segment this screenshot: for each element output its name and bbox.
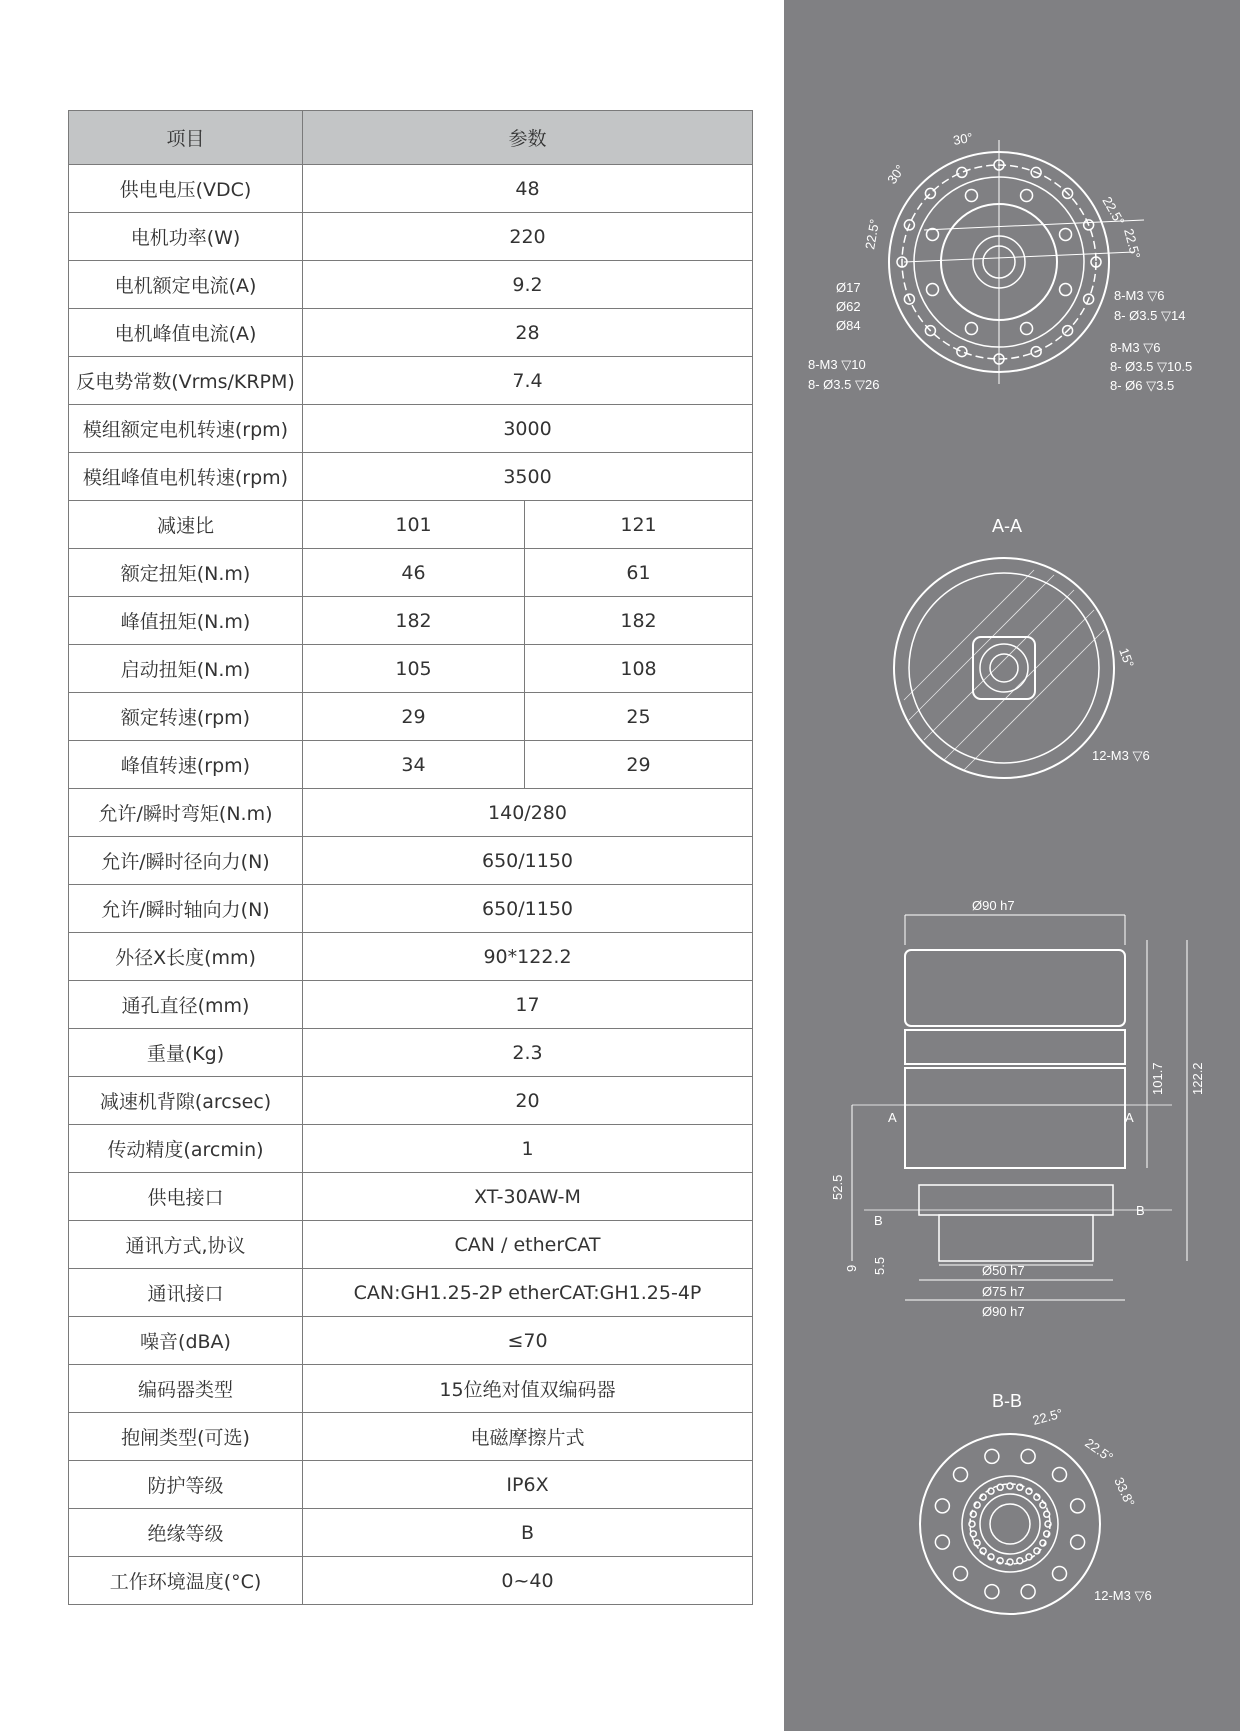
spec-label: 外径X长度(mm) (69, 933, 303, 981)
hole-mark (1021, 323, 1033, 335)
spec-value-ratio-1: 105 (303, 645, 525, 693)
spec-value: 7.4 (303, 357, 753, 405)
table-row (69, 933, 753, 981)
dimension-label: Ø90 h7 (972, 898, 1015, 913)
side-view-drawing (852, 915, 1187, 1300)
spec-value-ratio-2: 121 (525, 501, 753, 549)
table-row (69, 741, 753, 789)
table-row (69, 1269, 753, 1317)
side-view-labels (830, 898, 1205, 1319)
spec-label: 防护等级 (69, 1461, 303, 1509)
diameter-label: Ø17 (836, 280, 861, 295)
spec-label: 工作环境温度(°C) (69, 1557, 303, 1605)
spec-value: 220 (303, 213, 753, 261)
section-marker: A (1125, 1110, 1134, 1125)
spec-label: 供电接口 (69, 1173, 303, 1221)
table-row (69, 1077, 753, 1125)
hole-mark (1044, 1511, 1050, 1517)
hole-mark (954, 1468, 968, 1482)
table-row (69, 981, 753, 1029)
angle-label: 33.8° (1111, 1474, 1138, 1509)
spec-label: 抱闸类型(可选) (69, 1413, 303, 1461)
spec-label: 允许/瞬时轴向力(N) (69, 885, 303, 933)
spec-value: 3000 (303, 405, 753, 453)
diameter-label: Ø84 (836, 318, 861, 333)
table-row (69, 453, 753, 501)
spec-label: 模组峰值电机转速(rpm) (69, 453, 303, 501)
dimension-label: 122.2 (1190, 1062, 1205, 1095)
table-row (69, 1557, 753, 1605)
spec-label: 电机额定电流(A) (69, 261, 303, 309)
spec-value-ratio-2: 182 (525, 597, 753, 645)
table-row (69, 1461, 753, 1509)
hole-mark (1007, 1483, 1013, 1489)
spec-value: CAN / etherCAT (303, 1221, 753, 1269)
spec-value: 140/280 (303, 789, 753, 837)
hole-mark (965, 189, 977, 201)
section-title: B-B (992, 1391, 1023, 1411)
spec-value: 1 (303, 1125, 753, 1173)
hole-mark (1026, 1554, 1032, 1560)
hole-mark (1060, 284, 1072, 296)
hole-mark (954, 1566, 968, 1580)
spec-value: CAN:GH1.25-2P etherCAT:GH1.25-4P (303, 1269, 753, 1317)
table-row (69, 1173, 753, 1221)
diameter-label: Ø62 (836, 299, 861, 314)
spec-value: 0~40 (303, 1557, 753, 1605)
dimension-label: Ø75 h7 (982, 1284, 1025, 1299)
spec-label: 启动扭矩(N.m) (69, 645, 303, 693)
spec-value: 9.2 (303, 261, 753, 309)
spec-value: ≤70 (303, 1317, 753, 1365)
spec-value: 90*122.2 (303, 933, 753, 981)
spec-value: 17 (303, 981, 753, 1029)
hole-spec: 8-M3 ▽10 (808, 357, 866, 372)
hole-mark (1040, 1502, 1046, 1508)
spec-value: 650/1150 (303, 885, 753, 933)
hole-mark (1052, 1566, 1066, 1580)
thread-spec: 12-M3 ▽6 (1092, 748, 1150, 763)
hole-spec: 8- Ø3.5 ▽26 (808, 377, 880, 392)
dimension-label: Ø90 h7 (982, 1304, 1025, 1319)
hole-mark (1017, 1558, 1023, 1564)
spec-value: IP6X (303, 1461, 753, 1509)
spec-value-ratio-1: 29 (303, 693, 525, 741)
hole-mark (1021, 1585, 1035, 1599)
spec-label: 噪音(dBA) (69, 1317, 303, 1365)
hole-mark (926, 284, 938, 296)
spec-value: 28 (303, 309, 753, 357)
table-row (69, 1317, 753, 1365)
hole-mark (985, 1585, 999, 1599)
table-row (69, 165, 753, 213)
spec-value: B (303, 1509, 753, 1557)
hole-spec: 8-M3 ▽6 (1114, 288, 1165, 303)
angle-label: 22.5° (862, 217, 883, 251)
hole-mark (925, 188, 935, 198)
spec-value: 2.3 (303, 1029, 753, 1077)
table-row (69, 213, 753, 261)
hole-mark (1052, 1468, 1066, 1482)
section-bb-drawing (920, 1434, 1100, 1614)
spec-label: 电机功率(W) (69, 213, 303, 261)
angle-label: 22.5° (1099, 194, 1128, 228)
spec-value: 电磁摩擦片式 (303, 1413, 753, 1461)
table-row (69, 693, 753, 741)
table-row (69, 549, 753, 597)
table-row (69, 1509, 753, 1557)
spec-label: 额定转速(rpm) (69, 693, 303, 741)
drawing-panel (784, 0, 1240, 1731)
angle-label: 15° (1116, 645, 1138, 670)
spec-value-ratio-2: 29 (525, 741, 753, 789)
spec-value-ratio-1: 34 (303, 741, 525, 789)
dimension-label: 5.5 (872, 1256, 887, 1275)
table-row (69, 405, 753, 453)
spec-label: 额定扭矩(N.m) (69, 549, 303, 597)
hole-mark (935, 1499, 949, 1513)
hole-mark (988, 1488, 994, 1494)
section-marker: B (1136, 1203, 1145, 1218)
spec-label: 峰值扭矩(N.m) (69, 597, 303, 645)
hole-spec: 8- Ø6 ▽3.5 (1110, 378, 1175, 393)
spec-label: 通孔直径(mm) (69, 981, 303, 1029)
table-row (69, 1413, 753, 1461)
angle-label: 22.5° (1121, 226, 1144, 261)
spec-value-ratio-2: 108 (525, 645, 753, 693)
spec-label: 重量(Kg) (69, 1029, 303, 1077)
hole-mark (957, 347, 967, 357)
table-header-row (69, 111, 753, 165)
spec-value-ratio-2: 25 (525, 693, 753, 741)
hole-mark (965, 323, 977, 335)
header-param: 参数 (303, 111, 753, 165)
spec-value: 15位绝对值双编码器 (303, 1365, 753, 1413)
hole-mark (1060, 228, 1072, 240)
header-item: 项目 (69, 111, 303, 165)
angle-label: 22.5° (1030, 1405, 1065, 1428)
section-marker: B (874, 1213, 883, 1228)
table-row (69, 1029, 753, 1077)
top-view-drawing (889, 140, 1144, 384)
hole-mark (997, 1484, 1003, 1490)
table-row (69, 1221, 753, 1269)
section-aa-labels (992, 516, 1150, 763)
spec-table (68, 110, 753, 1605)
table-row (69, 837, 753, 885)
spec-label: 通讯接口 (69, 1269, 303, 1317)
hole-mark (1021, 1449, 1035, 1463)
table-row (69, 1125, 753, 1173)
hole-spec: 8- Ø3.5 ▽10.5 (1110, 359, 1193, 374)
table-row (69, 789, 753, 837)
table-row (69, 501, 753, 549)
spec-label: 减速比 (69, 501, 303, 549)
hole-mark (1071, 1535, 1085, 1549)
hole-mark (1071, 1499, 1085, 1513)
angle-label: 30° (884, 162, 908, 187)
spec-value-ratio-2: 61 (525, 549, 753, 597)
section-marker: A (888, 1110, 897, 1125)
hole-mark (1021, 189, 1033, 201)
spec-value-ratio-1: 46 (303, 549, 525, 597)
hole-mark (1007, 1559, 1013, 1565)
table-row (69, 645, 753, 693)
angle-label: 22.5° (1082, 1435, 1116, 1465)
spec-label: 传动精度(arcmin) (69, 1125, 303, 1173)
spec-label: 通讯方式,协议 (69, 1221, 303, 1269)
spec-label: 允许/瞬时弯矩(N.m) (69, 789, 303, 837)
hole-mark (957, 167, 967, 177)
spec-label: 编码器类型 (69, 1365, 303, 1413)
spec-value-ratio-1: 182 (303, 597, 525, 645)
spec-label: 电机峰值电流(A) (69, 309, 303, 357)
hole-mark (985, 1449, 999, 1463)
table-row (69, 1365, 753, 1413)
table-row (69, 885, 753, 933)
table-row (69, 357, 753, 405)
section-title: A-A (992, 516, 1023, 536)
spec-label: 减速机背隙(arcsec) (69, 1077, 303, 1125)
spec-label: 反电势常数(Vrms/KRPM) (69, 357, 303, 405)
hole-mark (935, 1535, 949, 1549)
spec-value: 20 (303, 1077, 753, 1125)
hole-mark (970, 1531, 976, 1537)
spec-value: 3500 (303, 453, 753, 501)
dimension-label: 52.5 (830, 1174, 845, 1200)
dimension-label: 9 (844, 1264, 859, 1272)
table-row (69, 309, 753, 357)
section-aa-drawing (894, 558, 1114, 778)
hole-spec: 8-M3 ▽6 (1110, 340, 1161, 355)
spec-label: 允许/瞬时径向力(N) (69, 837, 303, 885)
spec-value-ratio-1: 101 (303, 501, 525, 549)
spec-value: 650/1150 (303, 837, 753, 885)
spec-label: 供电电压(VDC) (69, 165, 303, 213)
dimension-label: 101.7 (1150, 1062, 1165, 1095)
hole-spec: 8- Ø3.5 ▽14 (1114, 308, 1186, 323)
technical-drawings (784, 0, 1240, 1731)
dimension-label: Ø50 h7 (982, 1263, 1025, 1278)
angle-label: 30° (951, 129, 974, 148)
spec-value: XT-30AW-M (303, 1173, 753, 1221)
spec-value: 48 (303, 165, 753, 213)
spec-label: 峰值转速(rpm) (69, 741, 303, 789)
spec-label: 绝缘等级 (69, 1509, 303, 1557)
thread-spec: 12-M3 ▽6 (1094, 1588, 1152, 1603)
spec-label: 模组额定电机转速(rpm) (69, 405, 303, 453)
table-row (69, 597, 753, 645)
table-row (69, 261, 753, 309)
hole-mark (974, 1540, 980, 1546)
hole-mark (969, 1521, 975, 1527)
